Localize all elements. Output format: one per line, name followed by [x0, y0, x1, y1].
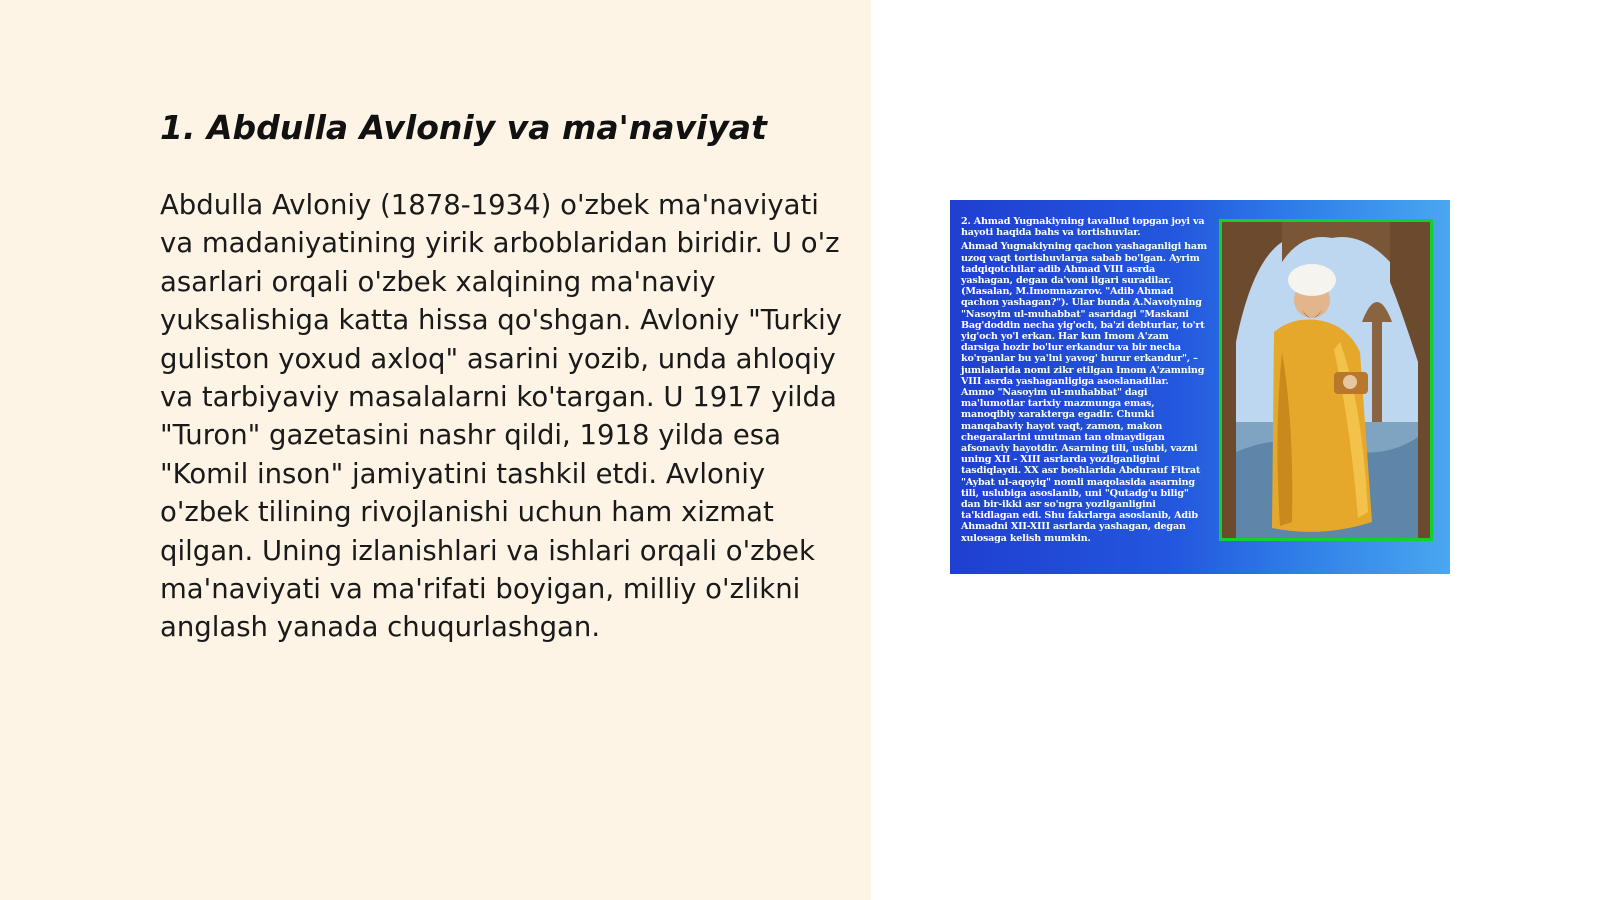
slide-illustration [950, 200, 1450, 574]
slide-title: 1. Abdulla Avloniy va ma'naviyat [160, 108, 767, 147]
illustration-heading: 2. Ahmad Yugnakiyning tavallud topgan joyi va hayoti haqida bahs va tortishuvlar. [961, 216, 1205, 239]
illustration-paragraph-2: Ammo "Nasoyim ul-muhabbat" dagi ma'lumotlar tarixiy mazmunga emas, manoqibiy xarakterga egadir. Chunki manqabaviy hayot vaqt, zamon, makon chegaralarini unutman tan olmaydigan afsonaviy hayotdir. Asarning tili, uslubi, vazni uning XII - XIII asrlarda yozilganligini tasdiqlaydi. XX asr boshlarida Abdurauf Fitrat "Aybat ul-aqoyiq" nomli maqolasida asarning tili, uslubiga asoslanib, uni "Qutadg'u bilig" dan bir-ikki asr so'ngra yozilganligini ta'kidlagan edi. Shu fakrlarga asoslanib, Adib Ahmadni XII-XIII asrlarda yashagan, degan xulosaga kelish mumkin. [961, 387, 1201, 544]
illustration-text [961, 216, 1207, 544]
illustration-paragraph-1: Ahmad Yugnakiyning qachon yashaganligi ham uzoq vaqt tortishuvlarga sabab bo'lgan. Ayrim tadqiqotchilar adib Ahmad VIII asrda yashagan, degan da'voni ilgari suradilar. (Masalan, M.Imomnazarov. "Adib Ahmad qachon yashagan?"). Ular bunda A.Navoiyning "Nasoyim ul-muhabbat" asaridagi "Maskani Bag'doddin necha yig'och, ba'zi debturlar, to'rt yig'och yo'l erkan. Har kun Imom A'zam darsiga hozir bo'lur erkandur va bir necha ko'rganlar bu ya'lni yavog' hurur erkandur", – jumlalarida nomi zikr etilgan Imom A'zamning VIII asrda yashaganligiga asoslanadilar. [961, 241, 1207, 387]
portrait-illustration-icon [1222, 222, 1430, 538]
slide-body-text: Abdulla Avloniy (1878-1934) o'zbek ma'naviyati va madaniyatining yirik arboblaridan biridir. U o'z asarlari orqali o'zbek xalqining ma'naviy yuksalishiga katta hissa qo'shgan. Avloniy "Turkiy guliston yoxud axloq" asarini yozib, unda ahloqiy va tarbiyaviy masalalarni ko'targan. U 1917 yilda "Turon" gazetasini nashr qildi, 1918 yilda esa "Komil inson" jamiyatini tashkil etdi. Avloniy o'zbek tilining rivojlanishi uchun ham xizmat qilgan. Uning izlanishlari va ishlari orqali o'zbek ma'naviyati va ma'rifati boyigan, milliy o'zlikni anglash yanada chuqurlashgan. [160, 189, 842, 644]
portrait-frame [1219, 219, 1433, 541]
